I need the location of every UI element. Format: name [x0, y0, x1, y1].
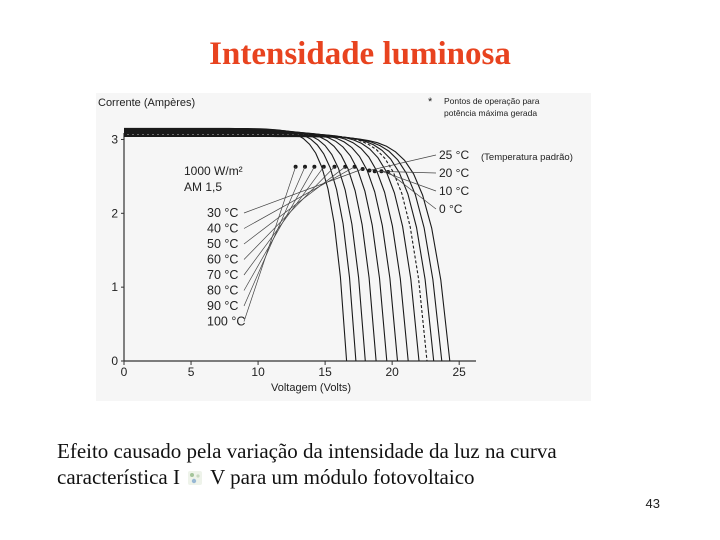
y-tick-label-1: 1 — [111, 280, 118, 295]
x-tick-label-5: 25 — [452, 365, 466, 379]
y-axis-label: Corrente (Ampères) — [98, 97, 196, 109]
mpp-point-6 — [353, 165, 357, 169]
series-label-1: 90 °C — [207, 299, 239, 313]
x-axis-label: Voltagem (Volts) — [271, 382, 352, 394]
series-label-10: 10 °C — [439, 184, 470, 198]
series-label-8: 25 °C — [439, 148, 470, 162]
series-label-4: 60 °C — [207, 252, 239, 267]
x-tick-label-0: 0 — [120, 365, 128, 379]
series-leader-2 — [244, 167, 314, 291]
tick-labels — [111, 132, 466, 379]
page-number: 43 — [645, 496, 660, 511]
iv-curve-4 — [124, 131, 387, 361]
series-label-7: 30 °C — [207, 206, 239, 220]
caption-text-post: V para um módulo fotovoltaico — [210, 465, 475, 489]
iv-curve-9 — [124, 135, 434, 361]
series-leader-0 — [244, 167, 296, 322]
separator-symbol-icon — [187, 466, 203, 482]
series-leader-3 — [244, 167, 324, 275]
chart-svg — [96, 93, 591, 401]
series-label-6: 40 °C — [207, 221, 239, 236]
x-tick-label-4: 20 — [385, 365, 399, 379]
iv-curve-chart — [96, 93, 591, 401]
series-label-9: 20 °C — [439, 166, 470, 180]
series-label-0: 100 °C — [207, 314, 246, 329]
series-label-2: 80 °C — [207, 283, 239, 298]
slide-caption — [57, 438, 677, 490]
y-tick-label-3: 3 — [111, 132, 118, 147]
condition-irradiance: 1000 W/m² — [184, 164, 243, 178]
caption-line-2 — [57, 464, 677, 490]
y-tick-label-0: 0 — [111, 354, 118, 368]
iv-curve-3 — [124, 131, 376, 361]
condition-air-mass: AM 1,5 — [184, 180, 223, 194]
mpp-point-1 — [303, 165, 307, 169]
slide-title: Intensidade luminosa — [209, 36, 511, 72]
mpp-point-0 — [294, 165, 298, 169]
legend-line-2: potência máxima gerada — [444, 108, 538, 118]
iv-curve-11 — [124, 137, 450, 362]
caption-text-pre: característica I — [57, 465, 180, 489]
standard-temperature-label: (Temperatura padrão) — [481, 152, 573, 163]
x-tick-label-3: 15 — [318, 365, 332, 379]
series-leader-4 — [244, 167, 334, 260]
series-leader-5 — [244, 167, 345, 244]
x-tick-label-1: 5 — [187, 365, 195, 379]
series-label-11: 0 °C — [439, 202, 463, 216]
y-tick-label-2: 2 — [111, 206, 118, 221]
caption-line-1: Efeito causado pela variação da intensidade da luz na curva — [57, 439, 557, 463]
x-tick-label-2: 10 — [251, 365, 265, 379]
series-label-3: 70 °C — [207, 268, 239, 282]
series-label-5: 50 °C — [207, 237, 239, 251]
series-labels — [207, 148, 469, 329]
series-leader-11 — [388, 172, 436, 209]
mpp-point-2 — [312, 165, 316, 169]
iv-curve-8 — [124, 134, 427, 361]
legend-line-1: Pontos de operação para — [444, 96, 540, 106]
legend-marker: * — [428, 96, 433, 108]
